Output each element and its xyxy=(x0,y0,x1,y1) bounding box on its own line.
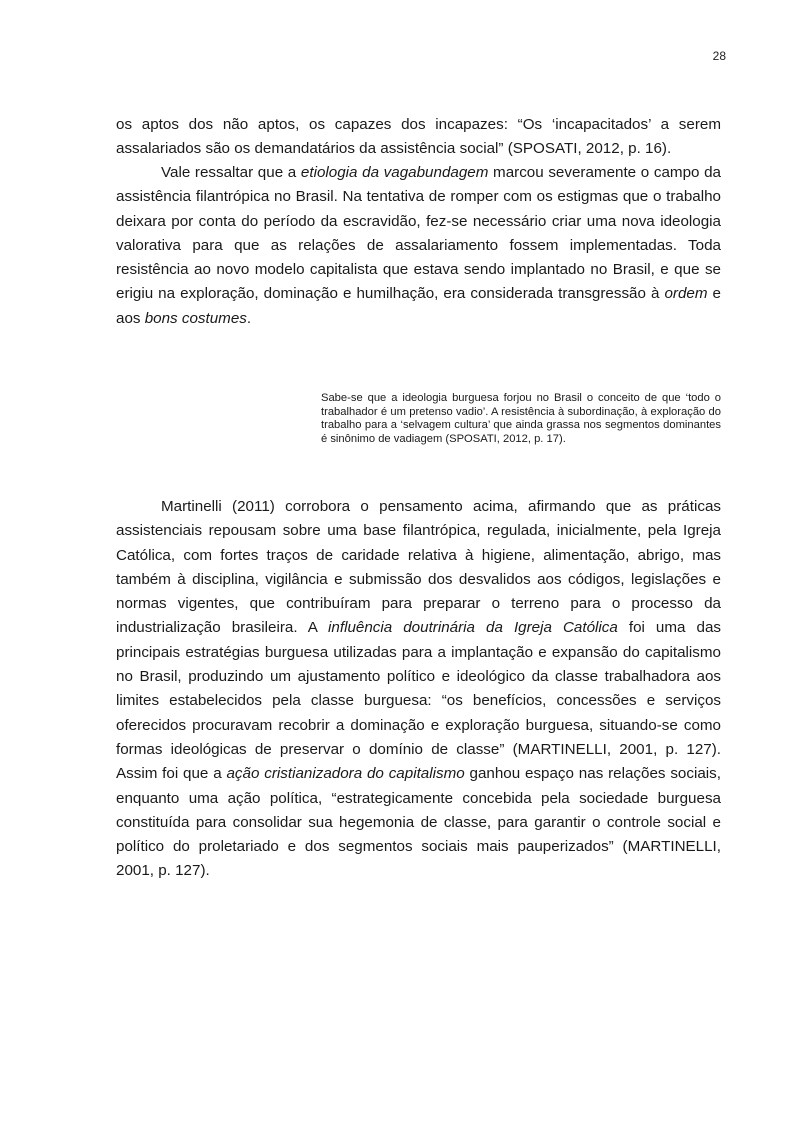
paragraph-text-segment: ganhou espaço nas relações sociais, enquanto uma ação política, “estrategicamente concebida pela sociedade burguesa constituída para consolidar sua hegemonia de classe, para garantir o controle social e político do proletariado e dos segmentos sociais mais pauperizados” (MARTINELLI, 2001, p. 127). xyxy=(116,765,721,880)
paragraph-text-segment: marcou severamente o campo da assistência filantrópica no Brasil. Na tentativa de romper com os estigmas que o trabalho deixara por conta do período da escravidão, fez-se necessário criar uma nova ideologia valorativa para que as relações de assalariamento fossem implementadas. Toda resistência ao novo modelo capitalista que estava sendo implantado no Brasil, e que se erigiu na exploração, dominação e humilhação, era considerada transgressão à xyxy=(116,164,722,303)
paragraph-text-segment: Martinelli (2011) corrobora o pensamento acima, afirmando que as práticas assistenciais repousam sobre uma base filantrópica, regulada, inicialmente, pela Igreja Católica, com fortes traços de caridade relativa à higiene, alimentação, abrigo, mas também à disciplina, vigilância e submissão dos desvalidos aos códigos, legislações e normas vigentes, que contribuíram para preparar o terreno para o processo da industrialização brasileira. A xyxy=(116,498,721,637)
block-quote xyxy=(321,392,721,446)
paragraph-text-segment: Vale ressaltar que a xyxy=(161,164,301,181)
italic-term: ordem xyxy=(664,285,708,303)
paragraph-martinelli xyxy=(116,495,721,884)
paragraph-text-segment: foi uma das principais estratégias burguesa utilizadas para a implantação e expansão do capitalismo no Brasil, produzindo um ajustamento político e ideológico da classe trabalhadora aos limites estabelecidos pela classe burguesa: “os benefícios, concessões e serviços oferecidos procuravam recobrir a dominação e exploração burguesa, situando-se como formas ideológicas de preservar o domínio de classe” (MARTINELLI, 2001, p. 127). Assim foi que a xyxy=(116,619,721,783)
paragraph-text-segment: e aos xyxy=(116,285,721,327)
paragraph-text-segment: . xyxy=(246,309,252,327)
italic-term: ação cristianizadora do capitalismo xyxy=(226,765,465,783)
paragraph-continuation xyxy=(116,113,721,162)
paragraph-text: os aptos dos não aptos, os capazes dos incapazes: “Os ‘incapacitados’ a serem assalariados são os demandatários da assistência social” (SPOSATI, 2012, p. 16). xyxy=(116,116,721,158)
page-number: 28 xyxy=(712,49,726,63)
italic-term: bons costumes xyxy=(144,309,247,327)
block-quote-text: Sabe-se que a ideologia burguesa forjou no Brasil o conceito de que ‘todo o trabalhador é um pretenso vadio’. A resistência à subordinação, à exploração do trabalho para a ‘selvagem cultura’ que ainda grassa nos segmentos dominantes é sinônimo de vadiagem (SPOSATI, 2012, p. 17). xyxy=(321,392,721,445)
italic-term: influência doutrinária da Igreja Católica xyxy=(328,619,618,637)
italic-term: etiologia da vagabundagem xyxy=(300,164,489,181)
paragraph-etiologia xyxy=(116,161,721,331)
